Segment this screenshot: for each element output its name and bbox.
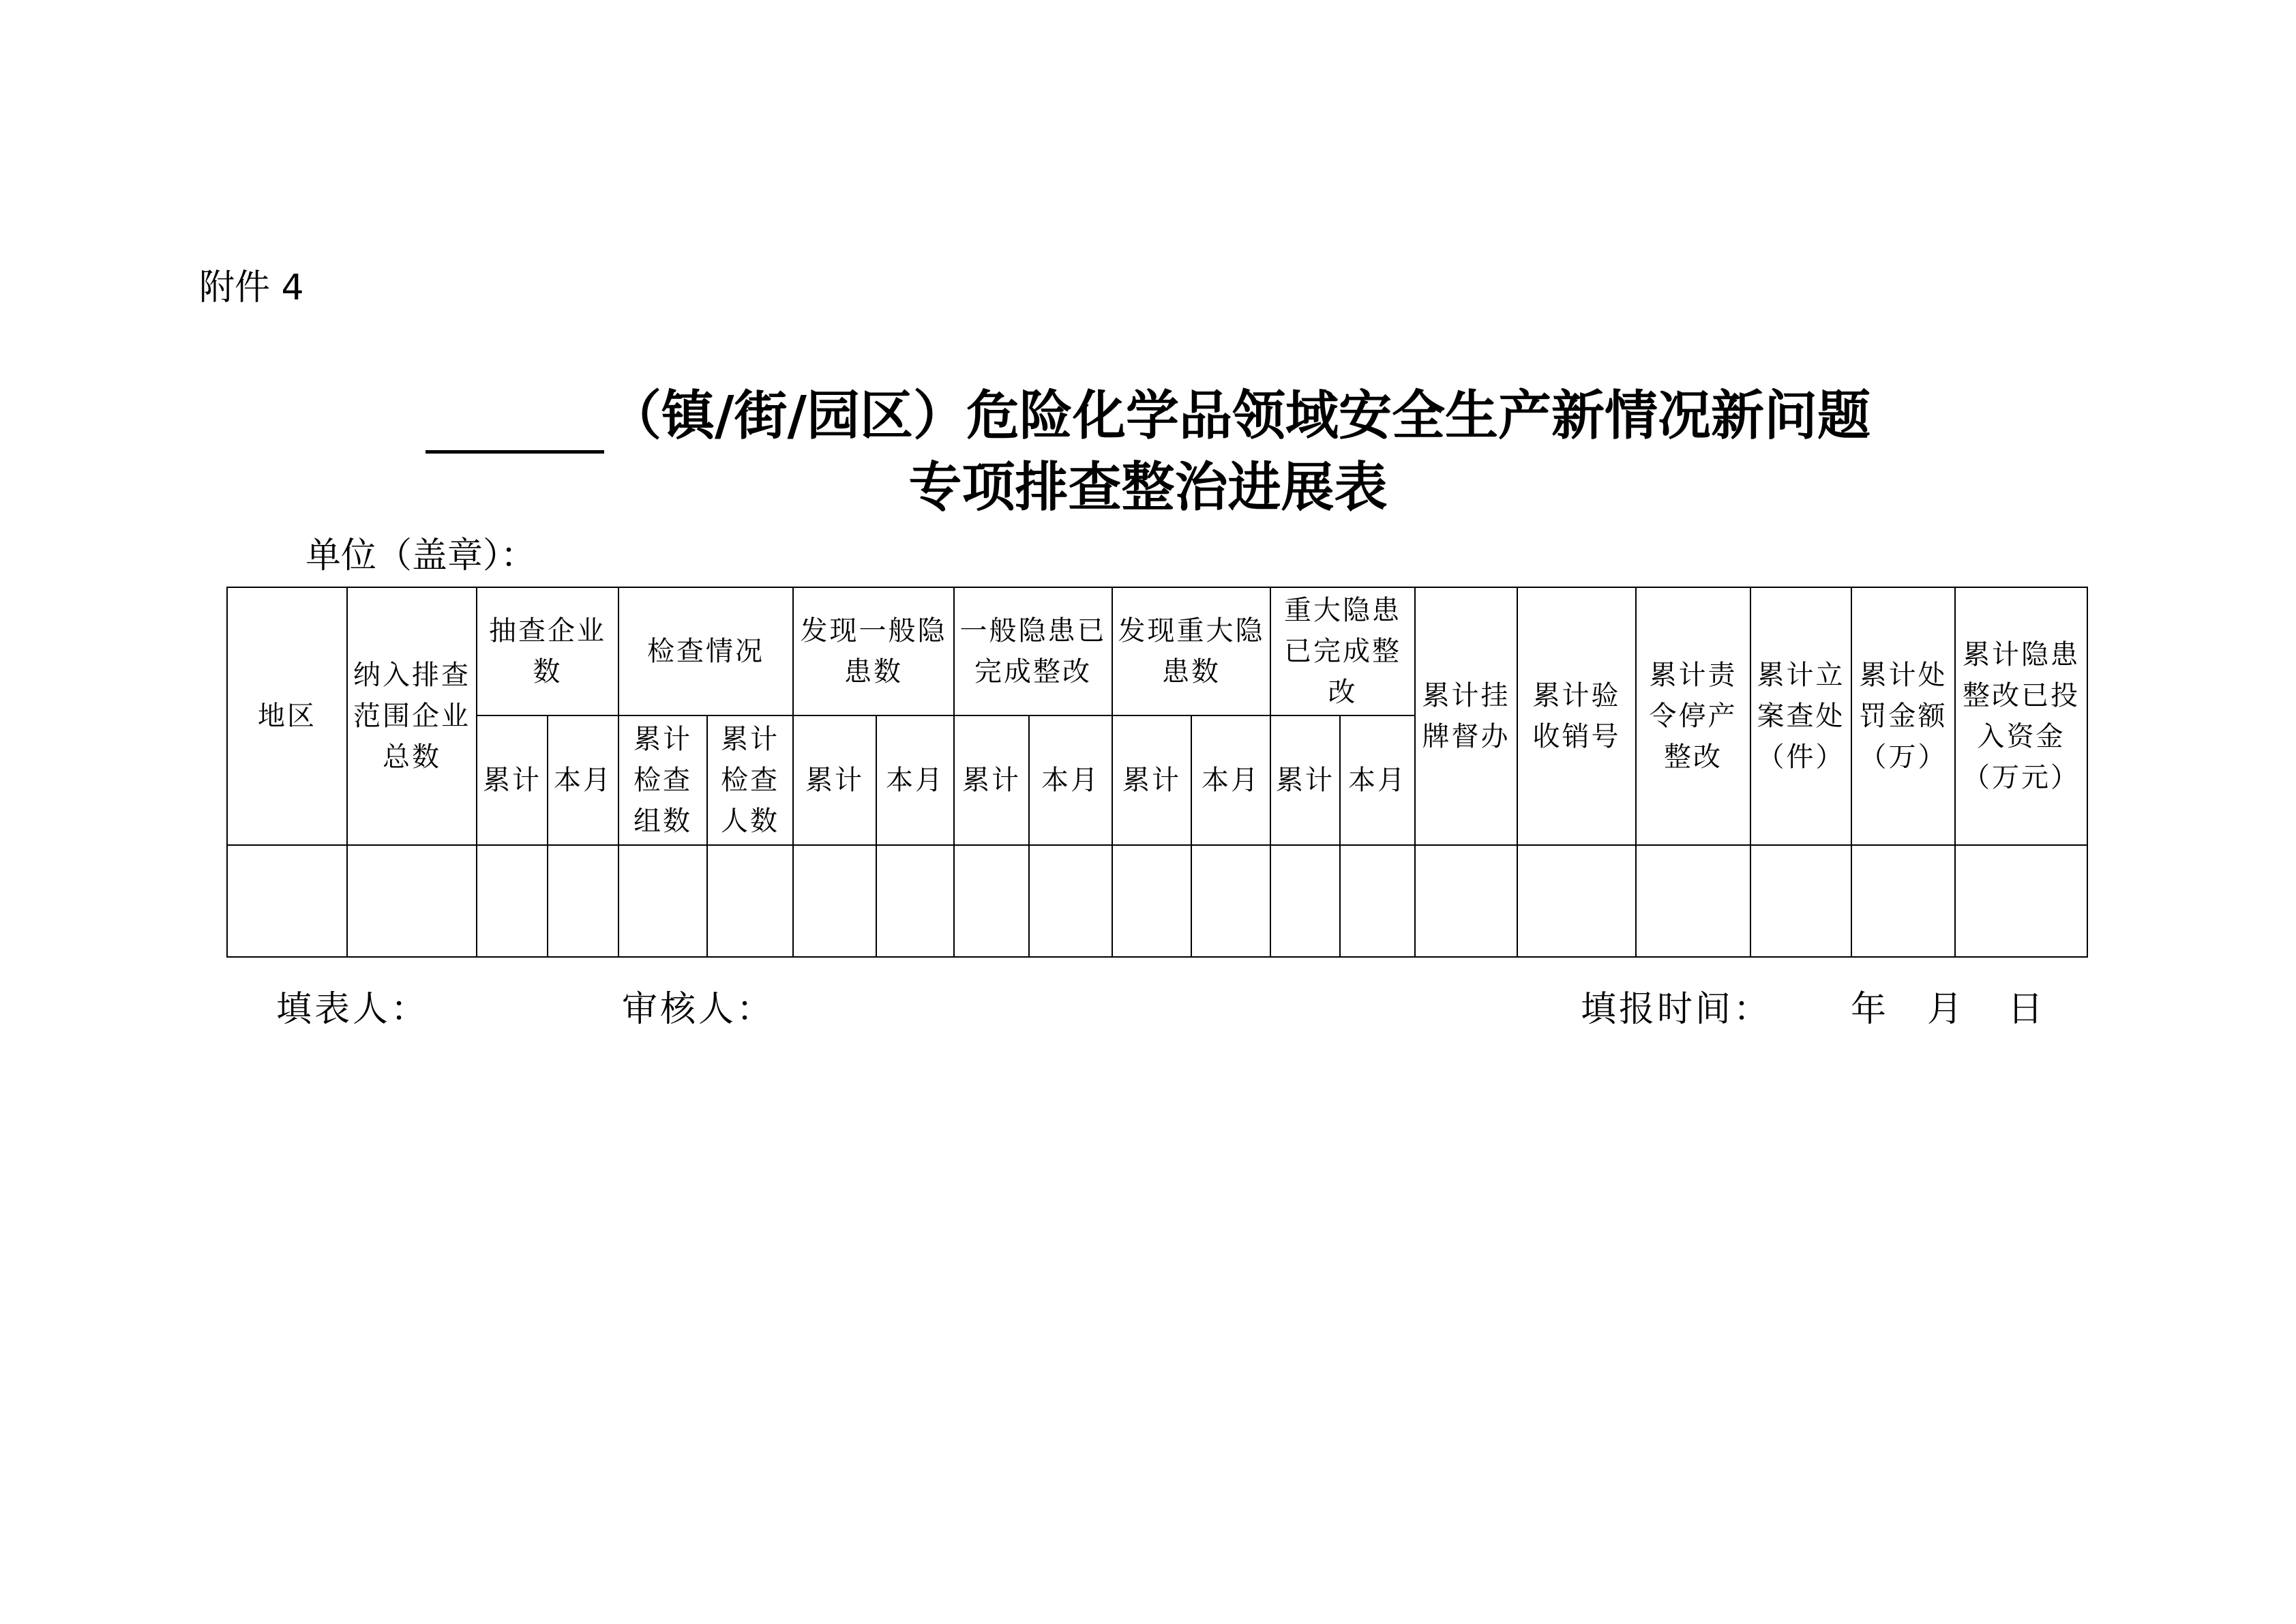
sub-inspection-groups: 累计检查组数 (618, 715, 707, 845)
sub-general-found-this-month: 本月 (876, 715, 954, 845)
data-cell[interactable] (1112, 845, 1191, 957)
header-general-fixed: 一般隐患已完成整改 (954, 587, 1112, 715)
header-major-fixed: 重大隐患已完成整改 (1270, 587, 1415, 715)
data-cell[interactable] (954, 845, 1029, 957)
sub-general-fixed-cumulative: 累计 (954, 715, 1029, 845)
title-line-2: 专项排查整治进展表 (908, 457, 1388, 518)
sub-spot-cumulative: 累计 (477, 715, 548, 845)
sub-inspection-persons: 累计检查人数 (707, 715, 793, 845)
title-line-1 (0, 379, 2296, 454)
data-cell[interactable] (477, 845, 548, 957)
sub-general-found-cumulative: 累计 (793, 715, 876, 845)
day-label: 日 (2008, 989, 2044, 1030)
reviewer-label: 审核人： (622, 989, 775, 1030)
header-spot-check: 抽查企业数 (477, 587, 618, 715)
header-listed-supervision: 累计挂牌督办 (1415, 587, 1517, 845)
sub-major-fixed-cumulative: 累计 (1270, 715, 1340, 845)
data-cell[interactable] (793, 845, 876, 957)
year-label: 年 (1851, 989, 1887, 1030)
title-line-1-text: （镇/街/园区）危险化学品领域安全生产新情况新问题 (608, 385, 1870, 447)
data-cell[interactable] (347, 845, 477, 957)
data-cell[interactable] (1955, 845, 2087, 957)
filler-label: 填表人： (276, 989, 430, 1030)
header-scope-total: 纳入排查范围企业总数 (347, 587, 477, 845)
data-cell[interactable] (1029, 845, 1112, 957)
header-revoked: 累计验收销号 (1517, 587, 1636, 845)
header-general-found: 发现一般隐患数 (793, 587, 954, 715)
sub-major-fixed-this-month: 本月 (1340, 715, 1415, 845)
data-cell[interactable] (707, 845, 793, 957)
data-cell[interactable] (1415, 845, 1517, 957)
progress-table (226, 587, 2088, 958)
header-cases: 累计立案查处（件） (1750, 587, 1851, 845)
data-cell[interactable] (1340, 845, 1415, 957)
data-cell[interactable] (1517, 845, 1636, 957)
month-label: 月 (1927, 989, 1963, 1030)
attachment-label: 附件 4 (199, 267, 304, 308)
sub-major-found-cumulative: 累计 (1112, 715, 1191, 845)
header-region: 地区 (227, 587, 347, 845)
unit-label: 单位（盖章）： (305, 535, 537, 576)
header-ordered-stop: 累计责令停产整改 (1636, 587, 1750, 845)
data-cell[interactable] (1636, 845, 1750, 957)
data-cell[interactable] (1270, 845, 1340, 957)
name-blank[interactable] (426, 396, 604, 454)
header-inspection: 检查情况 (618, 587, 793, 715)
header-investment: 累计隐患整改已投入资金（万元） (1955, 587, 2087, 845)
sub-general-fixed-this-month: 本月 (1029, 715, 1112, 845)
data-cell[interactable] (1750, 845, 1851, 957)
fill-time-label: 填报时间： (1581, 989, 1772, 1030)
data-cell[interactable] (548, 845, 618, 957)
data-cell[interactable] (618, 845, 707, 957)
data-cell[interactable] (1851, 845, 1955, 957)
data-cell[interactable] (227, 845, 347, 957)
sub-spot-this-month: 本月 (548, 715, 618, 845)
sub-major-found-this-month: 本月 (1191, 715, 1270, 845)
header-fines: 累计处罚金额（万） (1851, 587, 1955, 845)
data-cell[interactable] (1191, 845, 1270, 957)
data-cell[interactable] (876, 845, 954, 957)
table-row (227, 845, 2087, 957)
header-major-found: 发现重大隐患数 (1112, 587, 1270, 715)
